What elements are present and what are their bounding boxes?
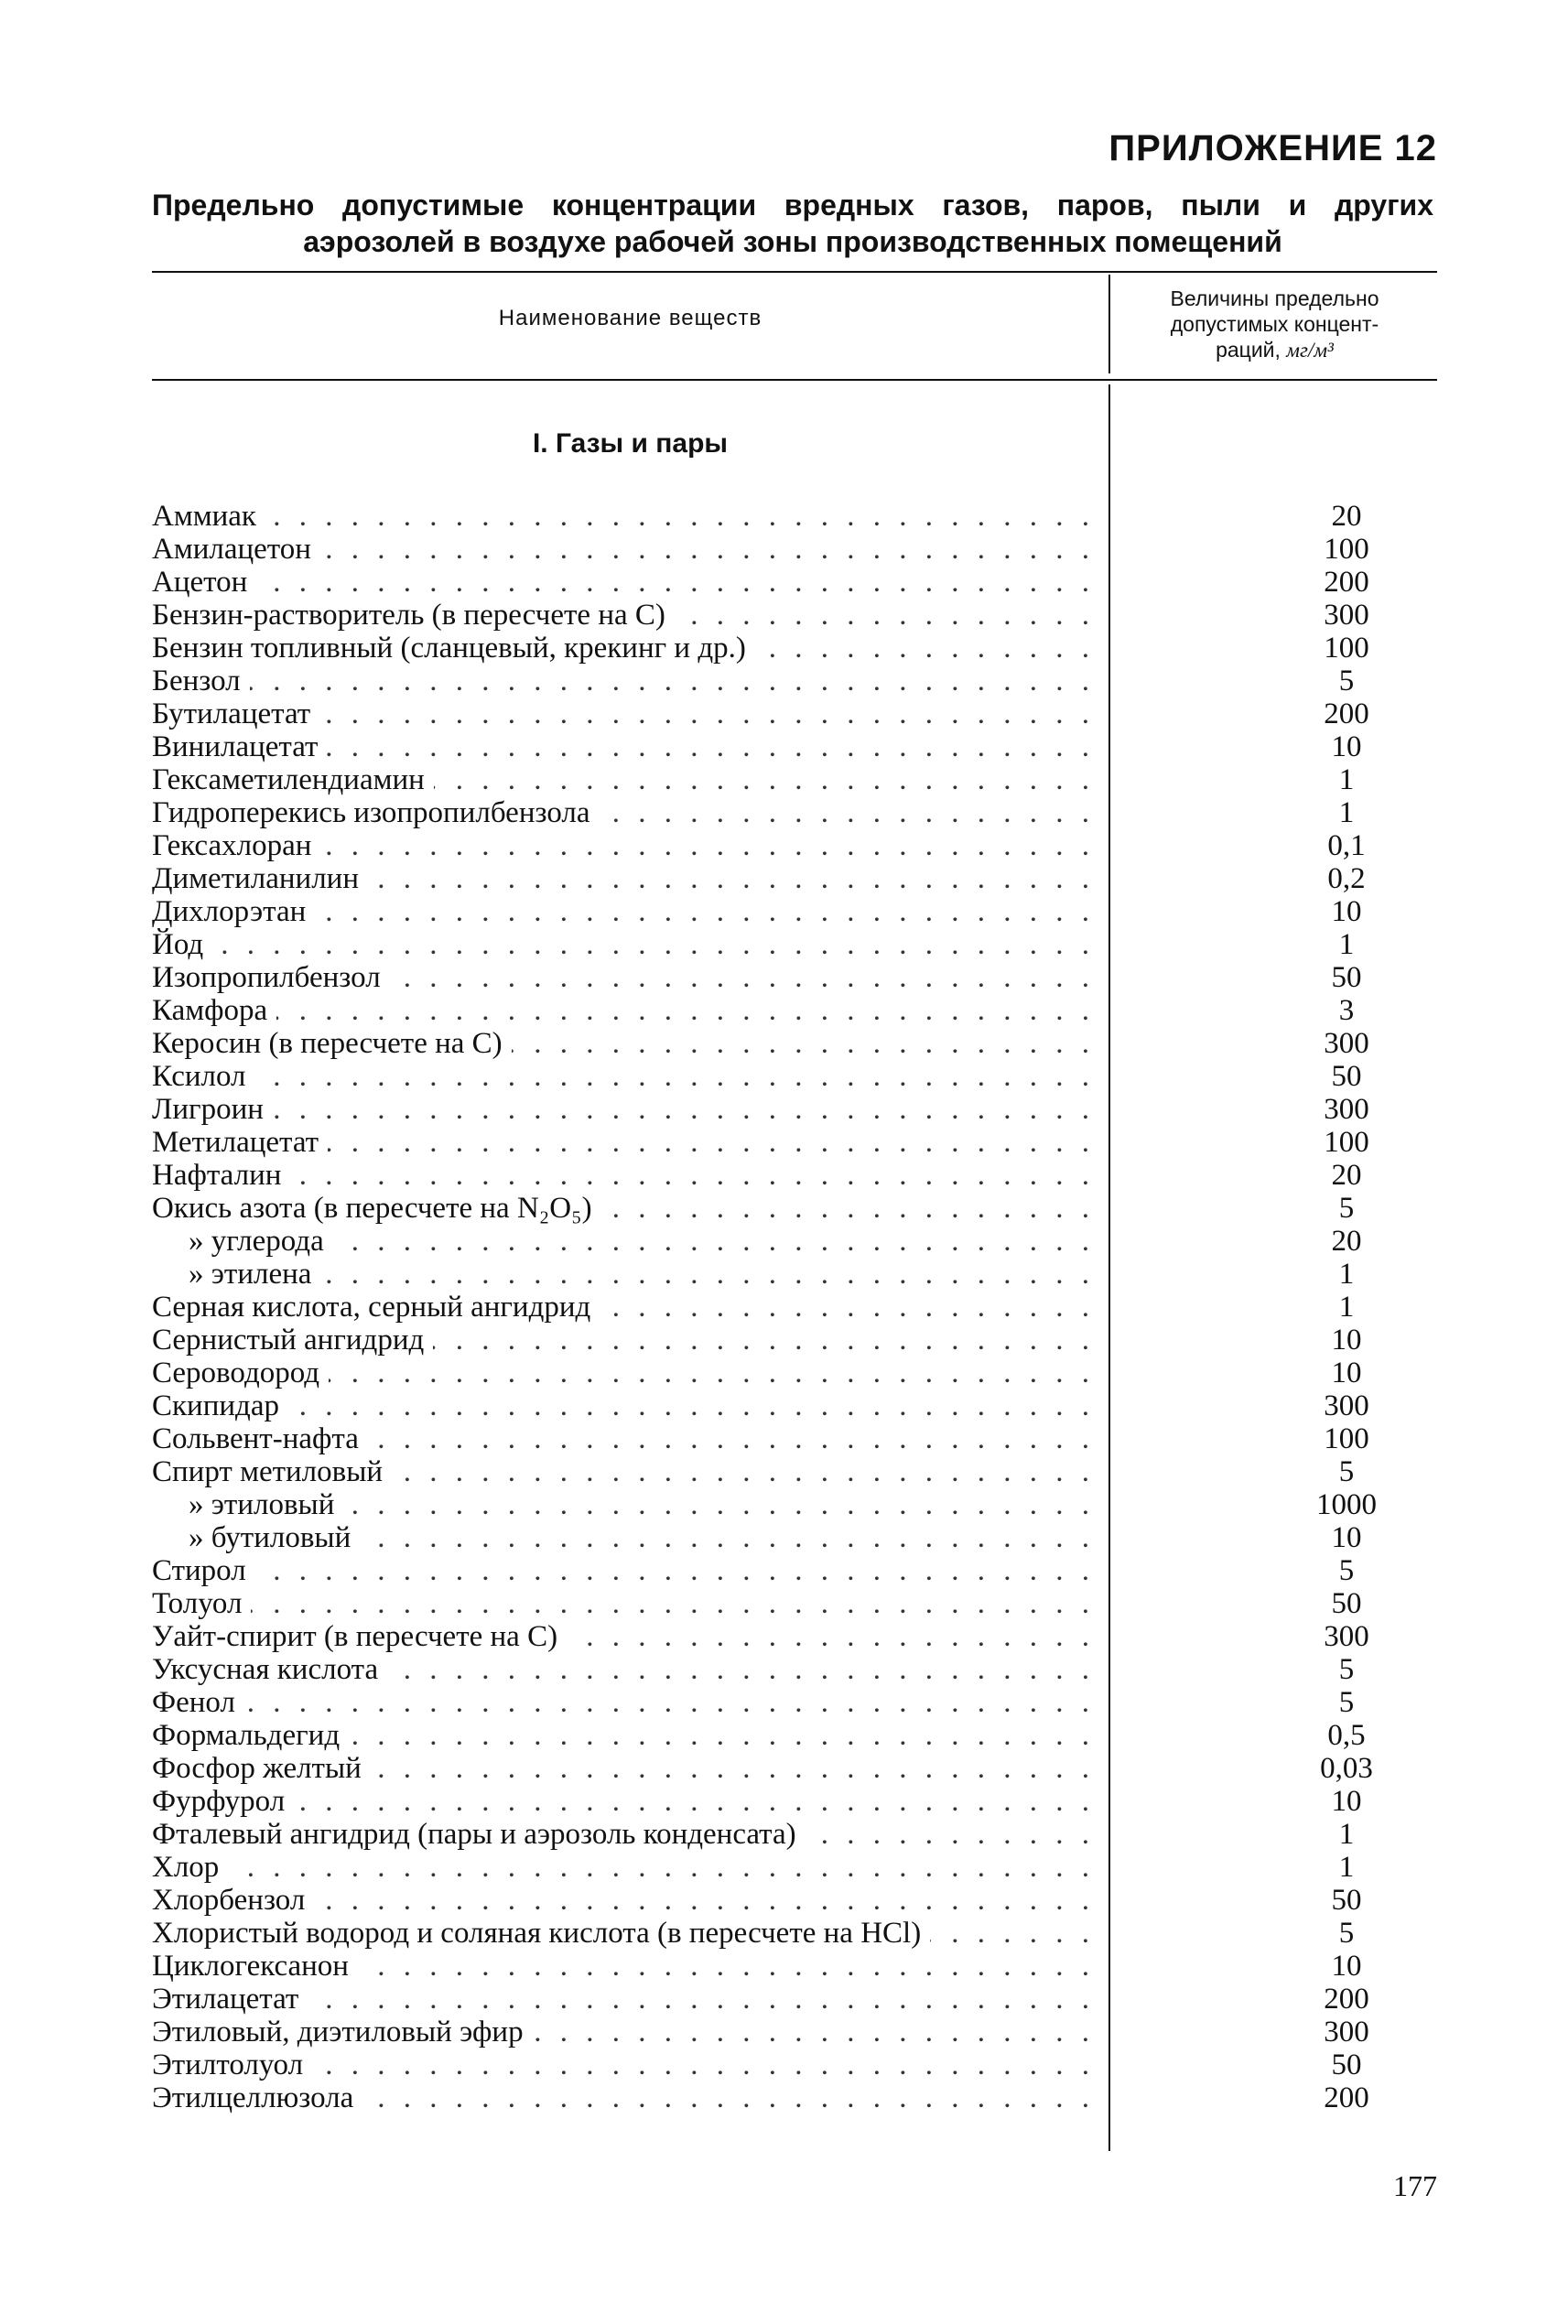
substance-name: Уайт-спирит (в пересчете на С) xyxy=(152,1620,567,1653)
table-row xyxy=(152,1291,1437,1324)
table-row xyxy=(152,1126,1437,1159)
table-header-rule xyxy=(152,379,1437,381)
concentration-value: 1 xyxy=(1338,796,1355,829)
table-row xyxy=(152,1785,1437,1818)
concentration-value: 20 xyxy=(1331,1225,1362,1258)
substance-name: Сероводород xyxy=(152,1357,329,1389)
table-row xyxy=(152,1587,1437,1620)
substance-name-cell xyxy=(152,1192,1095,1225)
substance-name: Ацетон xyxy=(152,566,256,599)
substance-name-cell xyxy=(152,1291,1095,1324)
substance-name: Этилтолуол xyxy=(152,2048,312,2081)
column-header-value-text: раций, xyxy=(1216,338,1281,362)
concentration-value: 0,03 xyxy=(1320,1752,1373,1785)
concentration-value: 100 xyxy=(1324,533,1369,566)
table-row xyxy=(152,1060,1437,1093)
substance-name: Гидроперекись изопропилбензола xyxy=(152,796,600,829)
column-header-unit: мг/м³ xyxy=(1286,339,1334,362)
concentration-value: 200 xyxy=(1324,1983,1369,2016)
substance-name: Бензол xyxy=(152,665,250,697)
substance-name: Хлористый водород и соляная кислота (в пересчете на HCl) xyxy=(152,1917,930,1950)
substance-name: Фталевый ангидрид (пары и аэрозоль конденсата) xyxy=(152,1818,806,1851)
concentration-value: 5 xyxy=(1338,1917,1355,1950)
concentration-value: 300 xyxy=(1324,1389,1369,1422)
substance-name-cell xyxy=(152,1686,1095,1719)
concentration-value: 50 xyxy=(1331,2048,1362,2081)
substance-name-cell xyxy=(152,500,1095,533)
page-number: 177 xyxy=(1393,2169,1437,2202)
table-row xyxy=(152,1521,1437,1554)
table-row xyxy=(152,1159,1437,1192)
substance-name-cell xyxy=(152,1521,1095,1554)
substance-name-cell xyxy=(152,2016,1095,2048)
concentration-value: 200 xyxy=(1324,2081,1369,2114)
substance-name-cell xyxy=(152,1357,1095,1389)
substance-name-cell xyxy=(152,862,1095,895)
substance-name: Этилацетат xyxy=(152,1983,308,2016)
substance-name: » этилена xyxy=(152,1258,320,1291)
table-row xyxy=(152,730,1437,763)
table-row xyxy=(152,1093,1437,1126)
substance-name: Серная кислота, серный ангидрид xyxy=(152,1291,600,1324)
table-row xyxy=(152,1324,1437,1357)
substance-name: Бутилацетат xyxy=(152,697,319,730)
concentration-value: 20 xyxy=(1331,1159,1362,1192)
concentration-value: 1 xyxy=(1338,1818,1355,1851)
appendix-label: ПРИЛОЖЕНИЕ 12 xyxy=(1108,128,1437,168)
substance-name: Аммиак xyxy=(152,500,265,533)
substance-name-cell xyxy=(152,599,1095,632)
substance-name-cell xyxy=(152,697,1095,730)
substance-name-cell xyxy=(152,1027,1095,1060)
title-line-1: Предельно допустимые концентрации вредных газов, паров, пыли и других xyxy=(152,189,1433,222)
substance-name: Диметиланилин xyxy=(152,862,368,895)
substance-name: Сольвент-нафта xyxy=(152,1422,368,1455)
substance-name-cell xyxy=(152,1554,1095,1587)
table-row xyxy=(152,1488,1437,1521)
section-title: I. Газы и пары xyxy=(532,428,729,459)
table-row xyxy=(152,599,1437,632)
table-header-divider xyxy=(1108,275,1110,373)
concentration-value: 50 xyxy=(1331,1060,1362,1093)
substance-name: Дихлорэтан xyxy=(152,895,315,928)
table-row xyxy=(152,1192,1437,1225)
substance-name: Амилацетон xyxy=(152,533,320,566)
table-row xyxy=(152,994,1437,1027)
table-row xyxy=(152,1225,1437,1258)
substance-name-cell xyxy=(152,1389,1095,1422)
substance-name-cell xyxy=(152,2081,1095,2114)
concentration-value: 50 xyxy=(1331,1884,1362,1917)
column-header-value-line-2: допустимых концент- xyxy=(1170,312,1379,336)
substance-name-cell xyxy=(152,895,1095,928)
substance-name-cell xyxy=(152,961,1095,994)
table-row xyxy=(152,1752,1437,1785)
concentration-value: 10 xyxy=(1331,1357,1362,1389)
table-row xyxy=(152,895,1437,928)
table-row xyxy=(152,1389,1437,1422)
table-row xyxy=(152,1983,1437,2016)
substance-name: » этиловый xyxy=(152,1488,343,1521)
concentration-value: 100 xyxy=(1324,632,1369,665)
substance-name: Этилцеллюзола xyxy=(152,2081,362,2114)
table-top-rule xyxy=(152,271,1437,273)
concentration-value: 300 xyxy=(1324,1093,1369,1126)
column-header-value xyxy=(1112,286,1437,363)
concentration-value: 5 xyxy=(1338,665,1355,697)
substance-name-cell xyxy=(152,1060,1095,1093)
table-row xyxy=(152,829,1437,862)
substance-name: Фосфор желтый xyxy=(152,1752,371,1785)
concentration-value: 1 xyxy=(1338,1851,1355,1884)
substance-name: Фенол xyxy=(152,1686,244,1719)
substance-name: Хлорбензол xyxy=(152,1884,314,1917)
title-line-2: аэрозолей в воздухе рабочей зоны производственных помещений xyxy=(303,225,1282,258)
substance-name: Винилацетат xyxy=(152,730,327,763)
table-row xyxy=(152,665,1437,697)
concentration-value: 0,2 xyxy=(1327,862,1366,895)
substance-name: Керосин (в пересчете на С) xyxy=(152,1027,512,1060)
concentration-value: 10 xyxy=(1331,1324,1362,1357)
substance-name-cell xyxy=(152,928,1095,961)
substance-name-cell xyxy=(152,1225,1095,1258)
substance-name: Сернистый ангидрид xyxy=(152,1324,433,1357)
substance-name-cell xyxy=(152,1917,1095,1950)
substance-name: Изопропилбензол xyxy=(152,961,390,994)
concentration-value: 100 xyxy=(1324,1126,1369,1159)
substance-name-cell xyxy=(152,763,1095,796)
substance-name: Ксилол xyxy=(152,1060,255,1093)
concentration-value: 50 xyxy=(1331,961,1362,994)
substance-name-cell xyxy=(152,994,1095,1027)
table-row xyxy=(152,1620,1437,1653)
substance-name: Формальдегид xyxy=(152,1719,349,1752)
substance-name: Окись азота (в пересчете на N₂O₅) xyxy=(152,1192,601,1225)
concentration-value: 5 xyxy=(1338,1554,1355,1587)
table-row xyxy=(152,862,1437,895)
substance-name: Толуол xyxy=(152,1587,251,1620)
concentration-value: 50 xyxy=(1331,1587,1362,1620)
substance-name-cell xyxy=(152,1851,1095,1884)
table-row xyxy=(152,1719,1437,1752)
substance-name: » бутиловый xyxy=(152,1521,360,1554)
substance-name-cell xyxy=(152,1620,1095,1653)
substance-name: Хлор xyxy=(152,1851,228,1884)
substance-name-cell xyxy=(152,1752,1095,1785)
concentration-value: 10 xyxy=(1331,895,1362,928)
table-row xyxy=(152,1917,1437,1950)
substance-name-cell xyxy=(152,1884,1095,1917)
page-title xyxy=(152,187,1433,260)
substance-name-cell xyxy=(152,1950,1095,1983)
table-row xyxy=(152,1686,1437,1719)
table-row xyxy=(152,928,1437,961)
substance-name: Гексаметилендиамин xyxy=(152,763,434,796)
substance-name: » углерода xyxy=(152,1225,333,1258)
substance-name-cell xyxy=(152,632,1095,665)
substance-name-cell xyxy=(152,533,1095,566)
concentration-value: 300 xyxy=(1324,1027,1369,1060)
concentration-value: 1 xyxy=(1338,1258,1355,1291)
substance-name: Камфора xyxy=(152,994,276,1027)
concentration-value: 1000 xyxy=(1316,1488,1377,1521)
concentration-value: 5 xyxy=(1338,1653,1355,1686)
substance-name-cell xyxy=(152,1983,1095,2016)
table-row xyxy=(152,2081,1437,2114)
column-header-value-line-3 xyxy=(1112,337,1437,363)
concentration-value: 100 xyxy=(1324,1422,1369,1455)
substance-name-cell xyxy=(152,1455,1095,1488)
table-row xyxy=(152,500,1437,533)
concentration-value: 1 xyxy=(1338,763,1355,796)
substance-name-cell xyxy=(152,1126,1095,1159)
substance-list xyxy=(152,500,1437,2114)
substance-name-cell xyxy=(152,566,1095,599)
substance-name-cell xyxy=(152,1818,1095,1851)
substance-name: Бензин топливный (сланцевый, крекинг и др.) xyxy=(152,632,755,665)
concentration-value: 200 xyxy=(1324,697,1369,730)
substance-name: Спирт метиловый xyxy=(152,1455,392,1488)
table-row xyxy=(152,763,1437,796)
concentration-value: 20 xyxy=(1331,500,1362,533)
substance-name-cell xyxy=(152,1785,1095,1818)
substance-name: Этиловый, диэтиловый эфир xyxy=(152,2016,533,2048)
substance-name-cell xyxy=(152,1324,1095,1357)
concentration-value: 10 xyxy=(1331,1950,1362,1983)
table-row xyxy=(152,1851,1437,1884)
table-row xyxy=(152,961,1437,994)
substance-name-cell xyxy=(152,1422,1095,1455)
table-row xyxy=(152,566,1437,599)
table-row xyxy=(152,2048,1437,2081)
substance-name-cell xyxy=(152,796,1095,829)
table-row xyxy=(152,1258,1437,1291)
substance-name: Стирол xyxy=(152,1554,255,1587)
table-row xyxy=(152,2016,1437,2048)
concentration-value: 0,5 xyxy=(1327,1719,1366,1752)
substance-name: Бензин-растворитель (в пересчете на С) xyxy=(152,599,675,632)
substance-name: Лигроин xyxy=(152,1093,273,1126)
substance-name-cell xyxy=(152,1488,1095,1521)
table-row xyxy=(152,697,1437,730)
substance-name-cell xyxy=(152,1587,1095,1620)
table-row xyxy=(152,1884,1437,1917)
substance-name-cell xyxy=(152,665,1095,697)
substance-name: Скипидар xyxy=(152,1389,288,1422)
substance-name-cell xyxy=(152,730,1095,763)
substance-name-cell xyxy=(152,1653,1095,1686)
substance-name-cell xyxy=(152,1093,1095,1126)
table-row xyxy=(152,1818,1437,1851)
concentration-value: 300 xyxy=(1324,599,1369,632)
table-row xyxy=(152,796,1437,829)
concentration-value: 5 xyxy=(1338,1455,1355,1488)
substance-name-cell xyxy=(152,1719,1095,1752)
substance-name: Фурфурол xyxy=(152,1785,294,1818)
concentration-value: 300 xyxy=(1324,1620,1369,1653)
table-row xyxy=(152,1455,1437,1488)
concentration-value: 200 xyxy=(1324,566,1369,599)
table-row xyxy=(152,1027,1437,1060)
substance-name-cell xyxy=(152,829,1095,862)
concentration-value: 3 xyxy=(1338,994,1355,1027)
concentration-value: 10 xyxy=(1331,730,1362,763)
concentration-value: 10 xyxy=(1331,1785,1362,1818)
concentration-value: 5 xyxy=(1338,1686,1355,1719)
table-row xyxy=(152,632,1437,665)
table-row xyxy=(152,533,1437,566)
table-row xyxy=(152,1653,1437,1686)
concentration-value: 300 xyxy=(1324,2016,1369,2048)
concentration-value: 1 xyxy=(1338,1291,1355,1324)
substance-name: Уксусная кислота xyxy=(152,1653,387,1686)
table-row xyxy=(152,1422,1437,1455)
table-row xyxy=(152,1554,1437,1587)
column-header-value-line-1: Величины предельно xyxy=(1170,286,1379,310)
substance-name: Нафталин xyxy=(152,1159,290,1192)
table-row xyxy=(152,1950,1437,1983)
substance-name-cell xyxy=(152,2048,1095,2081)
concentration-value: 0,1 xyxy=(1327,829,1366,862)
concentration-value: 1 xyxy=(1338,928,1355,961)
concentration-value: 10 xyxy=(1331,1521,1362,1554)
substance-name: Циклогексанон xyxy=(152,1950,358,1983)
substance-name-cell xyxy=(152,1159,1095,1192)
column-header-name: Наименование веществ xyxy=(498,306,762,330)
substance-name: Метилацетат xyxy=(152,1126,328,1159)
table-row xyxy=(152,1357,1437,1389)
substance-name-cell xyxy=(152,1258,1095,1291)
substance-name: Йод xyxy=(152,928,212,961)
concentration-value: 5 xyxy=(1338,1192,1355,1225)
substance-name: Гексахлоран xyxy=(152,829,320,862)
